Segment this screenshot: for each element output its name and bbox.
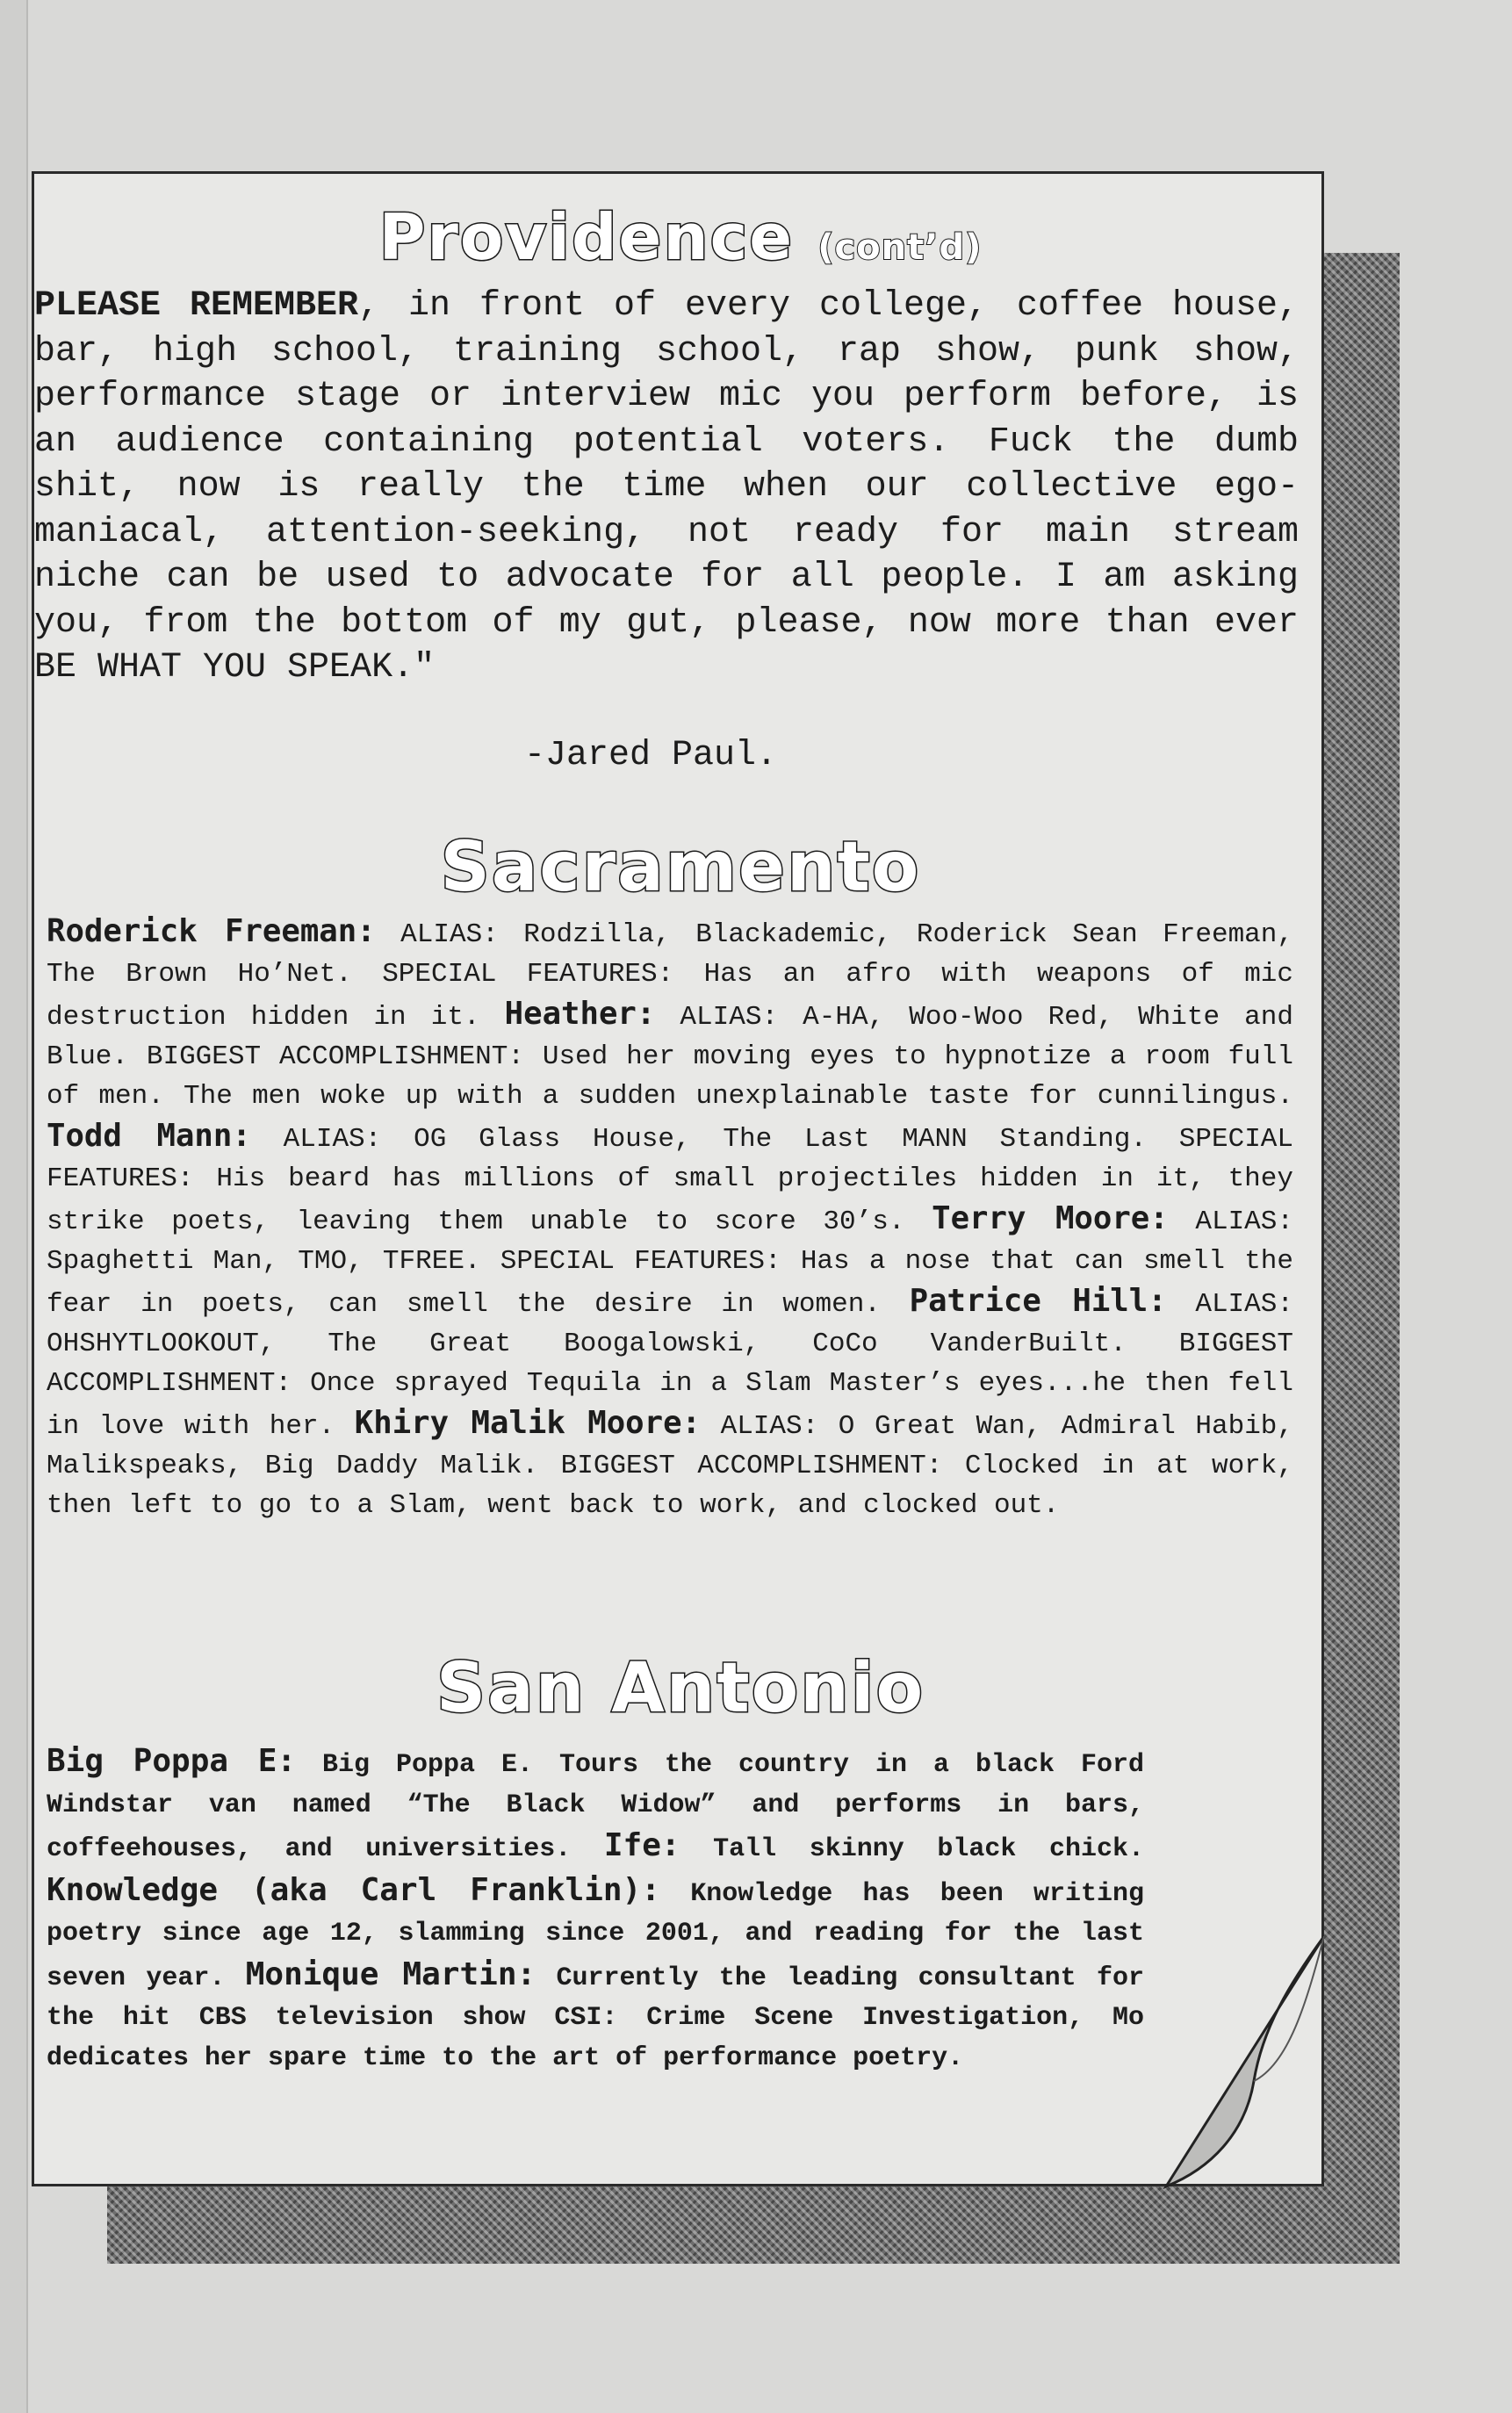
page-curl-graphic [1157, 1932, 1333, 2195]
entry-text: Big Poppa E. Tours the country in a black Ford Windstar van named “The Black Widow” and performs in bars, coffeehouses, and universities. [47, 1750, 1144, 1864]
providence-heading-text: Providence [378, 200, 795, 274]
content-card [32, 171, 1324, 2186]
providence-signature: -Jared Paul. [524, 736, 778, 775]
entry-name: Khiry Malik Moore: [354, 1405, 701, 1441]
providence-heading [34, 200, 1327, 274]
entry-text: Knowledge has been writing poetry since age 12, slamming since 2001, and reading for the last seven year. [47, 1878, 1144, 1993]
entry-name: Heather: [504, 996, 656, 1032]
entry-name: Monique Martin: [245, 1956, 536, 1992]
entry-name: Roderick Freeman: [47, 913, 376, 949]
entry-text: Currently the leading consultant for the hit CBS television show CSI: Crime Scene Investigation, Mo dedicates her spare time to the art of performance poetry. [47, 1963, 1144, 2073]
sacramento-heading: Sacramento [440, 828, 921, 907]
providence-lead: PLEASE REMEMBER [34, 286, 359, 326]
entry-text: ALIAS: O Great Wan, Admiral Habib, Malikspeaks, Big Daddy Malik. BIGGEST ACCOMPLISHMENT: Clocked in at work, then left to go to a Slam, went back to work, and clocked out. [47, 1411, 1293, 1521]
entry-text: ALIAS: A-HA, Woo-Woo Red, White and Blue. BIGGEST ACCOMPLISHMENT: Used her moving eyes to hypnotize a room full of men. The men woke up with a sudden unexplainable taste for cunnilingus. [47, 1002, 1293, 1112]
entry-name: Knowledge (aka Carl Franklin): [47, 1871, 660, 1908]
entry-text: ALIAS: Rodzilla, Blackademic, Roderick Sean Freeman, The Brown Ho’Net. SPECIAL FEATURES: Has an afro with weapons of mic destruction hidden in it. [47, 919, 1293, 1033]
entry-name: Todd Mann: [47, 1118, 251, 1154]
entry-text: Tall skinny black chick. [680, 1834, 1145, 1864]
providence-body: , in front of every college, coffee house, bar, high school, training school, rap show, punk show, performance stage or interview mic you perform before, is an audience containing potential voters. Fuck the dumb shit, now is really the time when our collective ego-maniacal, attention-seeking, not ready for main stream niche can be used to advocate for all people. I am asking you, from the bottom of my gut, please, now more than ever BE WHAT YOU SPEAK." [34, 286, 1299, 688]
entry-text: ALIAS: OHSHYTLOOKOUT, The Great Boogalowski, CoCo VanderBuilt. BIGGEST ACCOMPLISHMENT: Once sprayed Tequila in a Slam Master’s eyes...he then fell in love with her. [47, 1289, 1293, 1442]
sacramento-paragraph [47, 911, 1293, 1525]
entry-name: Big Poppa E: [47, 1743, 297, 1779]
entry-name: Ife: [603, 1827, 680, 1863]
entry-name: Terry Moore: [932, 1200, 1169, 1236]
entry-text: ALIAS: OG Glass House, The Last MANN Standing. SPECIAL FEATURES: His beard has millions of small projectiles hidden in it, they strike poets, leaving them unable to score 30’s. [47, 1124, 1294, 1237]
entry-text: ALIAS: Spaghetti Man, TMO, TFREE. SPECIAL FEATURES: Has a nose that can smell the fear in poets, can smell the desire in women. [47, 1206, 1293, 1320]
page-edge [0, 0, 28, 2413]
providence-heading-sub: (cont’d) [817, 227, 983, 268]
san-antonio-paragraph [47, 1741, 1144, 2078]
entry-name: Patrice Hill: [909, 1283, 1167, 1319]
san-antonio-heading: San Antonio [436, 1649, 925, 1728]
providence-paragraph [34, 284, 1299, 691]
